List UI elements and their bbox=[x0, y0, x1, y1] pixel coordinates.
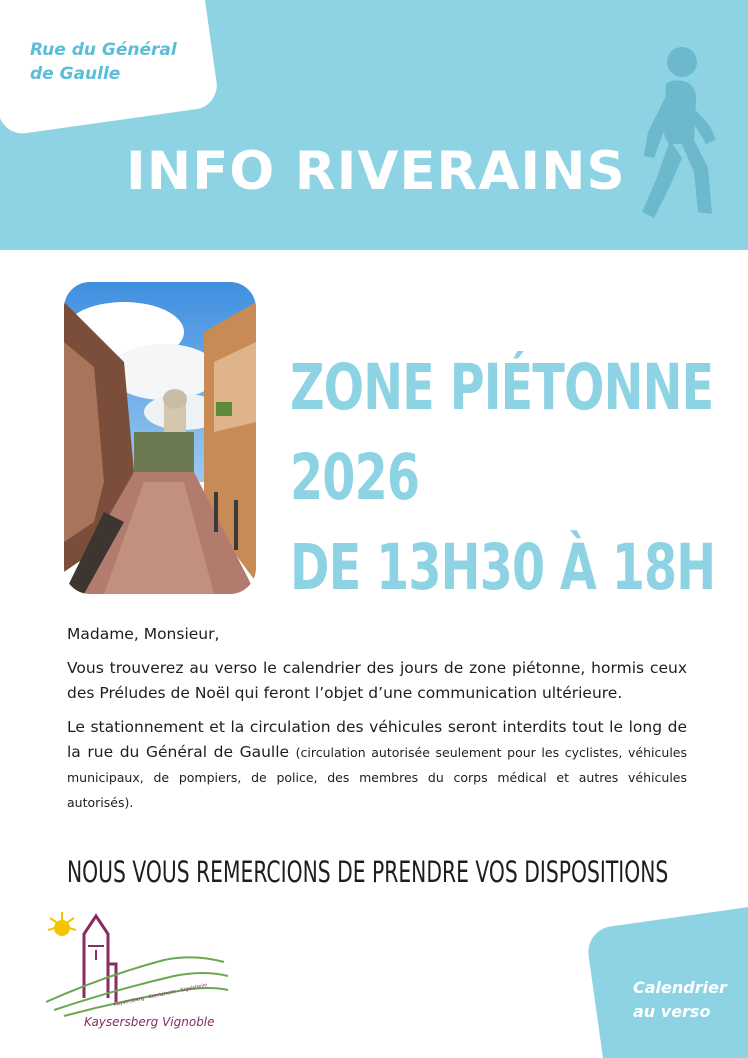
header-banner bbox=[0, 0, 748, 250]
paragraph-calendar: Vous trouverez au verso le calendrier des jours de zone piétonne, hormis ceux des Préludes de Noël qui feront l’objet d’une communication ultérieure. bbox=[67, 659, 687, 702]
zone-headline-line-2: 2026 bbox=[290, 441, 420, 514]
logo-name: Kaysersberg Vignoble bbox=[84, 1015, 215, 1029]
zone-headline bbox=[290, 343, 715, 613]
paragraph-parking-note: (circulation autorisée seulement pour les cyclistes, véhicules municipaux, de pompiers, de police, des membres du corps médical et autres véhicules autorisés). bbox=[67, 745, 687, 810]
page-title: INFO RIVERAINS bbox=[126, 141, 626, 202]
thanks-heading: NOUS VOUS REMERCIONS DE PRENDRE VOS DISPOSITIONS bbox=[67, 855, 669, 889]
street-photo bbox=[64, 282, 256, 594]
greeting: Madame, Monsieur, bbox=[67, 625, 220, 643]
calendar-note-line-2: au verso bbox=[633, 1002, 711, 1021]
paragraph-parking bbox=[67, 715, 687, 815]
pedestrian-walking-icon bbox=[636, 40, 726, 225]
street-name bbox=[30, 38, 177, 86]
zone-headline-line-3: DE 13H30 À 18H bbox=[290, 531, 716, 604]
street-name-line-1: Rue du Général bbox=[30, 40, 177, 60]
letter-body bbox=[67, 622, 687, 824]
kaysersberg-vignoble-logo bbox=[44, 906, 230, 1036]
calendar-note-line-1: Calendrier bbox=[633, 978, 727, 997]
logo-subtitle: Kaysersberg · Kientzheim · Sigolsheim bbox=[113, 982, 209, 1008]
zone-headline-line-1: ZONE PIÉTONNE bbox=[290, 351, 714, 424]
street-name-line-2: de Gaulle bbox=[30, 64, 121, 84]
calendar-note bbox=[633, 976, 727, 1024]
paragraph-parking-main: Le stationnement et la circulation des véhicules seront interdits tout le long de la rue du Général de Gaulle bbox=[67, 718, 687, 761]
